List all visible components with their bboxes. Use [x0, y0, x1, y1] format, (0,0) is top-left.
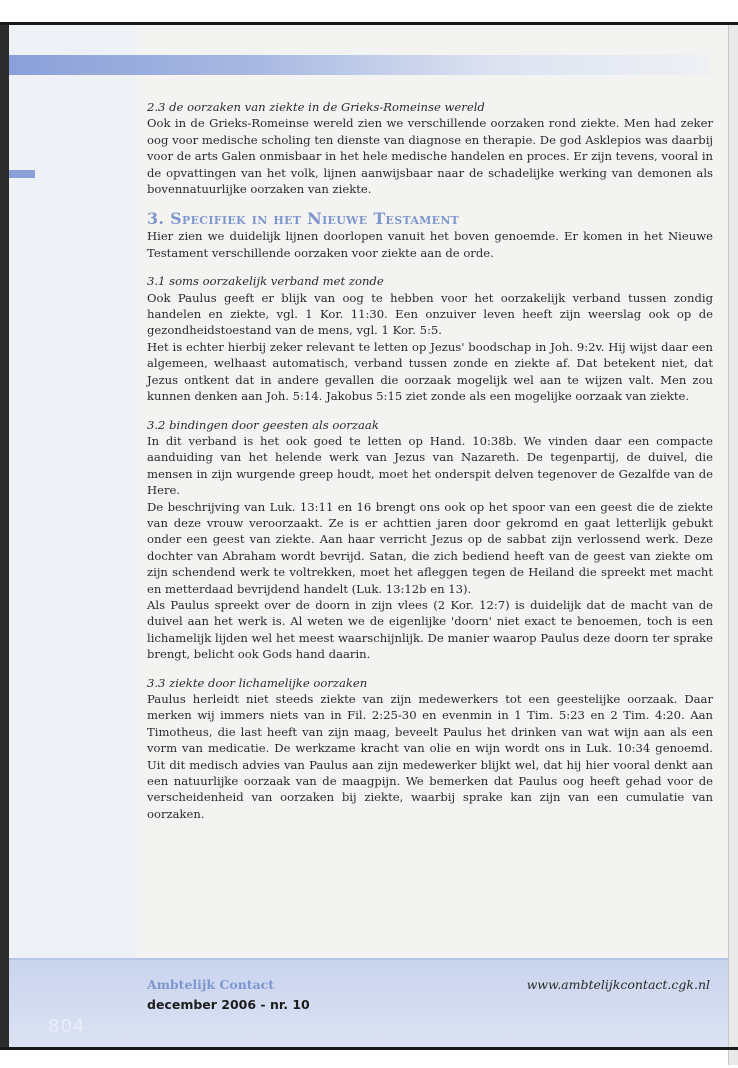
- paragraph: Als Paulus spreekt over de doorn in zijn vlees (2 Kor. 12:7) is duidelijk dat de macht van de duivel aan het werk is. Al weten we de eigenlijke 'doorn' niet exact te benoemen, toch is een lichamelijk lijden wel het meest waarschijnlijk. De manier waarop Paulus deze doorn ter sprake brengt, belicht ook Gods hand daarin.: [147, 597, 713, 662]
- footer-band: [9, 958, 728, 1047]
- issue-label: december 2006 - nr. 10: [147, 997, 310, 1012]
- bottom-rule: [0, 1047, 738, 1050]
- paragraph: Hier zien we duidelijk lijnen doorlopen vanuit het boven genoemde. Er komen in het Nieuwe Testament verschillende oorzaken voor ziekte aan de orde.: [147, 229, 713, 260]
- paragraph: De beschrijving van Luk. 13:11 en 16 brengt ons ook op het spoor van een geest die de ziekte van deze vrouw veroorzaakt. Ze is er achttien jaren door gekromd en gaat letterlijk gebukt onder een geest van ziekte. Aan haar verricht Jezus op de sabbat zijn verlossend werk. Deze dochter van Abraham wordt bevrijd. Satan, die zich bediend heeft van de geest van ziekte om zijn schendend werk te voltrekken, moet het afleggen tegen de Heiland die spreekt met macht en metterdaad bevrijdend handelt (Luk. 13:12b en 13).: [147, 499, 713, 596]
- subheading-3-3: 3.3 ziekte door lichamelijke oorzaken: [147, 675, 368, 690]
- paragraph: Ook Paulus geeft er blijk van oog te hebben voor het oorzakelijk verband tussen zondig handelen en ziekte, vgl. 1 Kor. 11:30. Een onzuiver leven heeft zijn weerslag ook op de gezondheidstoestand van de mens, vgl. 1 Kor. 5:5.: [147, 290, 713, 338]
- left-binding-edge: [0, 25, 9, 1047]
- subheading-2-3: 2.3 de oorzaken van ziekte in de Grieks-Romeinse wereld: [147, 100, 485, 114]
- website-link[interactable]: www.ambtelijkcontact.cgk.nl: [526, 977, 710, 992]
- subheading-3-2: 3.2 bindingen door geesten als oorzaak: [147, 417, 379, 432]
- side-marker: [9, 170, 35, 178]
- header-color-band: [9, 55, 709, 75]
- paragraph: Het is echter hierbij zeker relevant te letten op Jezus' boodschap in Joh. 9:2v. Hij wijst daar een algemeen, welhaast automatisch, verband tussen zonde en ziekte af. Dat betekent niet, dat Jezus ontkent dat in andere gevallen die oorzaak mogelijk wel aan te wijzen valt. Men zou kunnen denken aan Joh. 5:14. Jakobus 5:15 ziet zonde als een mogelijke oorzaak van ziekte.: [147, 339, 713, 404]
- section-title-3: 3. Specifiek in het Nieuwe Testament: [147, 209, 460, 229]
- paragraph: Paulus herleidt niet steeds ziekte van zijn medewerkers tot een geestelijke oorzaak. Daar merken wij immers niets van in Fil. 2:25-30 en evenmin in 1 Tim. 5:23 en 2 Tim. 4:20. Aan Timotheus, die last heeft van zijn maag, beveelt Paulus het drinken van wat wijn aan als een vorm van medicatie. De werkzame kracht van olie en wijn wordt ons in Luk. 10:34 genoemd. Uit dit medisch advies van Paulus aan zijn medewerker blijkt wel, dat hij hier vooral denkt aan een natuurlijke oorzaak van de maagpijn. We bemerken dat Paulus oog heeft gehad voor de verscheidenheid van oorzaken bij ziekte, waarbij sprake kan zijn van een cumulatie van oorzaken.: [147, 692, 713, 821]
- page-number: 804: [48, 1016, 86, 1037]
- footer-divider: [9, 958, 728, 960]
- left-margin-strip: [9, 25, 137, 1047]
- subheading-3-1: 3.1 soms oorzakelijk verband met zonde: [147, 274, 384, 289]
- right-page-edge: [728, 25, 738, 1065]
- paragraph: In dit verband is het ook goed te letten op Hand. 10:38b. We vinden daar een compacte aanduiding van het helende werk van Jezus van Nazareth. De tegenpartij, de duivel, die mensen in zijn wurgende greep houdt, moet het onderspit delven tegenover de Gezalfde van de Here.: [147, 433, 713, 498]
- paragraph: Ook in de Grieks-Romeinse wereld zien we verschillende oorzaken rond ziekte. Men had zeker oog voor medische scholing ten dienste van diagnose en therapie. De god Asklepios was daarbij voor de arts Galen onmisbaar in het hele medische handelen en proces. Er zijn tevens, vooral in de opvattingen van het volk, lijnen aanwijsbaar naar de schadelijke werking van demonen als bovennatuurlijke oorzaken van ziekte.: [147, 116, 713, 197]
- article-body: [147, 99, 713, 822]
- magazine-name: Ambtelijk Contact: [147, 977, 275, 992]
